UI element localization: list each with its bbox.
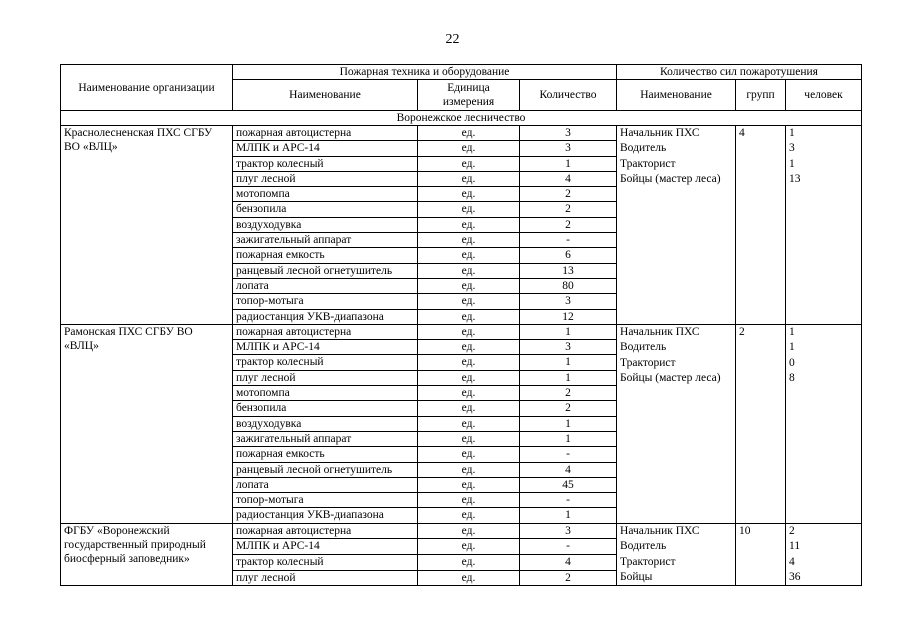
equipment-unit: ед. — [418, 263, 520, 278]
equipment-name: МЛПК и АРС-14 — [233, 141, 418, 156]
header-eq-qty: Количество — [520, 80, 617, 111]
equipment-qty: 3 — [520, 141, 617, 156]
equipment-name: зажигательный аппарат — [233, 233, 418, 248]
equipment-unit: ед. — [418, 187, 520, 202]
header-forces-group: Количество сил пожаротушения — [617, 65, 862, 80]
force-name: Водитель — [620, 341, 667, 354]
equipment-qty: 4 — [520, 462, 617, 477]
fire-resources-table — [60, 64, 862, 586]
equipment-unit: ед. — [418, 370, 520, 385]
equipment-qty: 3 — [520, 340, 617, 355]
equipment-name: лопата — [233, 477, 418, 492]
equipment-unit: ед. — [418, 416, 520, 431]
equipment-qty: - — [520, 447, 617, 462]
org-name: Краснолесненская ПХС СГБУ ВО «ВЛЦ» — [61, 126, 233, 325]
equipment-qty: 2 — [520, 187, 617, 202]
force-name: Начальник ПХС — [620, 127, 700, 139]
equipment-name: пожарная автоцистерна — [233, 324, 418, 339]
header-eq-name: Наименование — [233, 80, 418, 111]
equipment-unit: ед. — [418, 278, 520, 293]
equipment-name: пожарная емкость — [233, 248, 418, 263]
force-people: 3 — [789, 142, 795, 155]
force-people: 2 — [789, 524, 795, 537]
equipment-name: воздуходувка — [233, 217, 418, 232]
header-force-groups: групп — [736, 80, 786, 111]
equipment-unit: ед. — [418, 355, 520, 370]
force-people: 8 — [789, 372, 795, 385]
equipment-name: трактор колесный — [233, 355, 418, 370]
force-name: Бойцы (мастер леса) — [620, 372, 721, 385]
forces-people — [786, 523, 862, 586]
org-name: Рамонская ПХС СГБУ ВО «ВЛЦ» — [61, 324, 233, 523]
force-groups: 2 — [736, 324, 786, 523]
force-name: Бойцы — [620, 570, 653, 583]
equipment-name: радиостанция УКВ-диапазона — [233, 508, 418, 523]
equipment-unit: ед. — [418, 233, 520, 248]
header-eq-unit: Единица измерения — [418, 80, 520, 111]
forces-names — [617, 523, 736, 586]
force-people: 0 — [789, 356, 795, 369]
equipment-qty: 13 — [520, 263, 617, 278]
equipment-unit: ед. — [418, 508, 520, 523]
equipment-qty: 1 — [520, 416, 617, 431]
equipment-qty: 2 — [520, 570, 617, 586]
table-row — [61, 126, 862, 141]
equipment-name: пожарная автоцистерна — [233, 126, 418, 141]
equipment-qty: 6 — [520, 248, 617, 263]
equipment-name: плуг лесной — [233, 570, 418, 586]
equipment-qty: 3 — [520, 523, 617, 539]
force-groups: 10 — [736, 523, 786, 586]
equipment-qty: - — [520, 233, 617, 248]
header-force-people: человек — [786, 80, 862, 111]
equipment-name: лопата — [233, 278, 418, 293]
equipment-unit: ед. — [418, 386, 520, 401]
equipment-unit: ед. — [418, 141, 520, 156]
force-name: Тракторист — [620, 555, 676, 568]
equipment-unit: ед. — [418, 202, 520, 217]
equipment-unit: ед. — [418, 401, 520, 416]
equipment-name: пожарная емкость — [233, 447, 418, 462]
force-people: 1 — [789, 325, 795, 338]
equipment-unit: ед. — [418, 340, 520, 355]
equipment-unit: ед. — [418, 294, 520, 309]
force-name: Начальник ПХС — [620, 325, 700, 338]
forces-people — [786, 324, 862, 523]
equipment-name: трактор колесный — [233, 555, 418, 571]
equipment-qty: 1 — [520, 431, 617, 446]
equipment-name: бензопила — [233, 202, 418, 217]
equipment-name: МЛПК и АРС-14 — [233, 539, 418, 555]
page-number: 22 — [445, 32, 460, 47]
force-name: Тракторист — [620, 157, 676, 170]
forces-names — [617, 324, 736, 523]
header-equipment-group: Пожарная техника и оборудование — [233, 65, 617, 80]
header-force-name: Наименование — [617, 80, 736, 111]
equipment-unit: ед. — [418, 570, 520, 586]
equipment-qty: 1 — [520, 508, 617, 523]
org-name: ФГБУ «Воронежский государственный природный биосферный заповедник» — [61, 523, 233, 586]
equipment-qty: 2 — [520, 217, 617, 232]
force-people: 13 — [789, 173, 801, 186]
equipment-qty: 4 — [520, 171, 617, 186]
forces-names — [617, 126, 736, 325]
equipment-qty: 1 — [520, 324, 617, 339]
equipment-qty: 1 — [520, 355, 617, 370]
equipment-unit: ед. — [418, 217, 520, 232]
force-people: 1 — [789, 157, 795, 170]
equipment-unit: ед. — [418, 324, 520, 339]
equipment-qty: 1 — [520, 156, 617, 171]
equipment-name: зажигательный аппарат — [233, 431, 418, 446]
equipment-unit: ед. — [418, 555, 520, 571]
equipment-name: топор-мотыга — [233, 294, 418, 309]
force-people: 1 — [789, 127, 795, 139]
equipment-qty: - — [520, 493, 617, 508]
equipment-unit: ед. — [418, 171, 520, 186]
table-row — [61, 324, 862, 339]
equipment-unit: ед. — [418, 447, 520, 462]
table-header — [61, 65, 862, 111]
equipment-name: радиостанция УКВ-диапазона — [233, 309, 418, 324]
equipment-name: МЛПК и АРС-14 — [233, 340, 418, 355]
equipment-unit: ед. — [418, 477, 520, 492]
equipment-qty: 2 — [520, 202, 617, 217]
force-name: Бойцы (мастер леса) — [620, 173, 721, 186]
equipment-qty: 3 — [520, 126, 617, 141]
table-body — [61, 111, 862, 586]
equipment-name: мотопомпа — [233, 187, 418, 202]
equipment-name: мотопомпа — [233, 386, 418, 401]
equipment-name: воздуходувка — [233, 416, 418, 431]
force-name: Тракторист — [620, 356, 676, 369]
equipment-name: ранцевый лесной огнетушитель — [233, 263, 418, 278]
equipment-unit: ед. — [418, 523, 520, 539]
table-row — [61, 523, 862, 539]
equipment-name: трактор колесный — [233, 156, 418, 171]
forces-people — [786, 126, 862, 325]
equipment-qty: 3 — [520, 294, 617, 309]
equipment-unit: ед. — [418, 493, 520, 508]
equipment-unit: ед. — [418, 126, 520, 141]
force-name: Начальник ПХС — [620, 524, 700, 537]
equipment-name: бензопила — [233, 401, 418, 416]
equipment-unit: ед. — [418, 309, 520, 324]
equipment-unit: ед. — [418, 248, 520, 263]
equipment-name: плуг лесной — [233, 370, 418, 385]
equipment-qty: - — [520, 539, 617, 555]
equipment-qty: 12 — [520, 309, 617, 324]
force-name: Водитель — [620, 540, 667, 553]
force-name: Водитель — [620, 142, 667, 155]
equipment-qty: 2 — [520, 401, 617, 416]
equipment-qty: 45 — [520, 477, 617, 492]
force-people: 1 — [789, 341, 795, 354]
force-people: 36 — [789, 570, 801, 583]
equipment-unit: ед. — [418, 539, 520, 555]
equipment-unit: ед. — [418, 462, 520, 477]
force-people: 4 — [789, 555, 795, 568]
equipment-name: плуг лесной — [233, 171, 418, 186]
force-groups: 4 — [736, 126, 786, 325]
equipment-name: пожарная автоцистерна — [233, 523, 418, 539]
force-people: 11 — [789, 540, 801, 553]
equipment-unit: ед. — [418, 156, 520, 171]
equipment-name: ранцевый лесной огнетушитель — [233, 462, 418, 477]
equipment-unit: ед. — [418, 431, 520, 446]
section-title: Воронежское лесничество — [61, 111, 862, 126]
equipment-qty: 1 — [520, 370, 617, 385]
equipment-qty: 2 — [520, 386, 617, 401]
equipment-qty: 4 — [520, 555, 617, 571]
equipment-name: топор-мотыга — [233, 493, 418, 508]
header-org-name: Наименование организации — [61, 65, 233, 111]
equipment-qty: 80 — [520, 278, 617, 293]
